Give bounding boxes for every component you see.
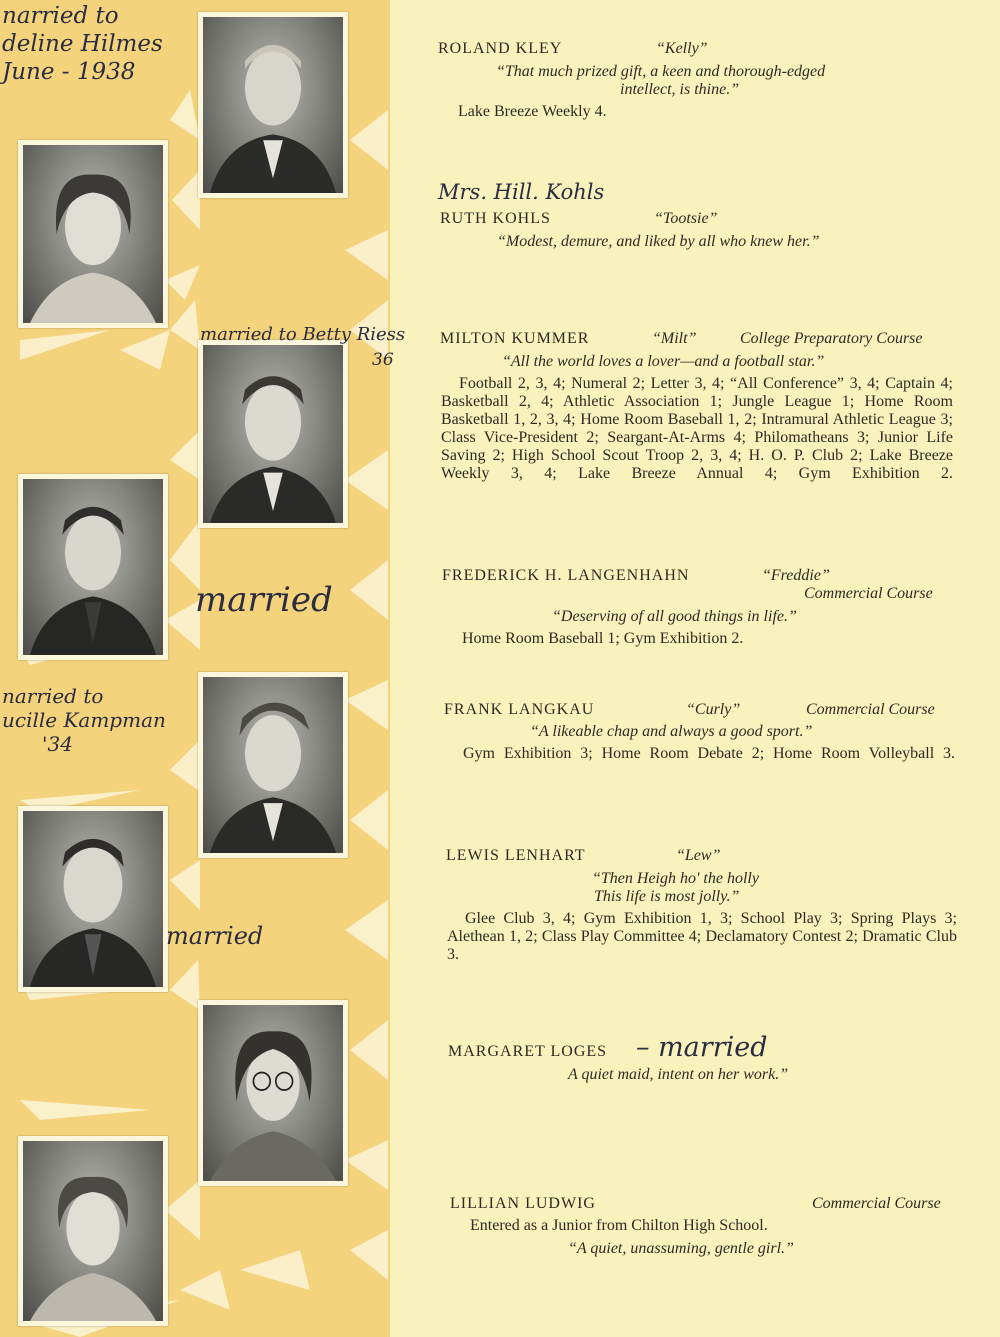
portrait-image [23,811,163,987]
handwritten-note-langkau: narried to ucille Kampman '34 [2,684,166,756]
handwritten-note-lenhart: married [166,922,264,950]
student-activities: Home Room Baseball 1; Gym Exhibition 2. [462,630,744,647]
student-quote: “A quiet, unassuming, gentle girl.” [568,1240,794,1257]
photo-column [0,0,390,1337]
student-nickname: “Milt” [652,330,697,347]
student-activities: Gym Exhibition 3; Home Room Debate 2; Home Room Volleyball 3. [463,745,955,762]
handwritten-note-langenhahn: married [195,580,333,620]
student-activities: Football 2, 3, 4; Numeral 2; Letter 3, 4; “All Conference” 3, 4; Captain 4; Basketball 2, 4; Athletic Association 1; Jungle League 1; Home Room Basketball 1, 2, 3, 4; Home Room Baseball 1, 2; Intramural Athletic League 3; Class Vice-President 2; Seargant-At-Arms 4; Philomatheans 3; Junior Life Saving 2; High School Scout Troop 2, 3, 4; H. O. P. Club 2; Lake Breeze Weekly 3, 4; Lake Breeze Annual 4; Gym Exhibition 2. [441,375,953,482]
student-name: FREDERICK H. LANGENHAHN [442,567,690,584]
portrait-margaret-loges [198,1000,348,1186]
student-quote-cont: intellect, is thine.” [620,81,740,98]
student-course: Commercial Course [806,701,935,718]
student-quote: “Modest, demure, and liked by all who knew her.” [497,233,820,250]
portrait-image [203,677,343,853]
student-name: RUTH KOHLS [440,210,551,227]
student-course: Commercial Course [804,585,933,602]
student-nickname: “Tootsie” [654,210,718,227]
portrait-image [203,1005,343,1181]
student-activities: Glee Club 3, 4; Gym Exhibition 1, 3; School Play 3; Spring Plays 3; Alethean 1, 2; Class Play Committee 4; Declamatory Contest 2; Dramatic Club 3. [447,910,957,963]
student-quote: A quiet maid, intent on her work.” [568,1066,789,1083]
handwritten-note-kley: narried to deline Hilmes June - 1938 [2,3,163,85]
student-nickname: “Kelly” [656,40,708,57]
student-nickname: “Lew” [676,847,721,864]
student-quote: “A likeable chap and always a good sport.” [530,723,813,740]
student-course: College Preparatory Course [740,330,923,347]
student-course: Commercial Course [812,1195,941,1212]
portrait-frank-langkau [198,672,348,858]
student-quote: “Then Heigh ho' the holly [592,870,759,887]
portrait-frederick-langenhahn [18,474,168,660]
portrait-image [203,345,343,523]
student-activities: Entered as a Junior from Chilton High School. [470,1217,768,1234]
portrait-image [203,17,343,193]
student-nickname: “Curly” [686,701,741,718]
portrait-lillian-ludwig [18,1136,168,1326]
portrait-ruth-kohls [18,140,168,328]
student-nickname: “Freddie” [762,567,830,584]
handwritten-note-kummer: married to Betty Riess [200,324,406,345]
portrait-lewis-lenhart [18,806,168,992]
student-quote-cont: This life is most jolly.” [594,888,740,905]
student-name: MILTON KUMMER [440,330,590,347]
portrait-image [23,145,163,323]
student-quote: “All the world loves a lover—and a football star.” [502,353,825,370]
handwritten-note-kohls: Mrs. Hill. Kohls [438,180,605,204]
student-quote: “Deserving of all good things in life.” [552,608,797,625]
portrait-milton-kummer [198,340,348,528]
portrait-roland-kley [198,12,348,198]
handwritten-year-kummer: 36 [372,350,394,370]
handwritten-note-loges: – married [636,1032,768,1063]
student-name: ROLAND KLEY [438,40,563,57]
student-name: FRANK LANGKAU [444,701,595,718]
portrait-image [23,479,163,655]
student-name: MARGARET LOGES [448,1043,608,1060]
student-name: LILLIAN LUDWIG [450,1195,596,1212]
student-activities: Lake Breeze Weekly 4. [458,103,607,120]
student-name: LEWIS LENHART [446,847,586,864]
portrait-image [23,1141,163,1321]
student-quote: “That much prized gift, a keen and thorough-edged [496,63,826,80]
